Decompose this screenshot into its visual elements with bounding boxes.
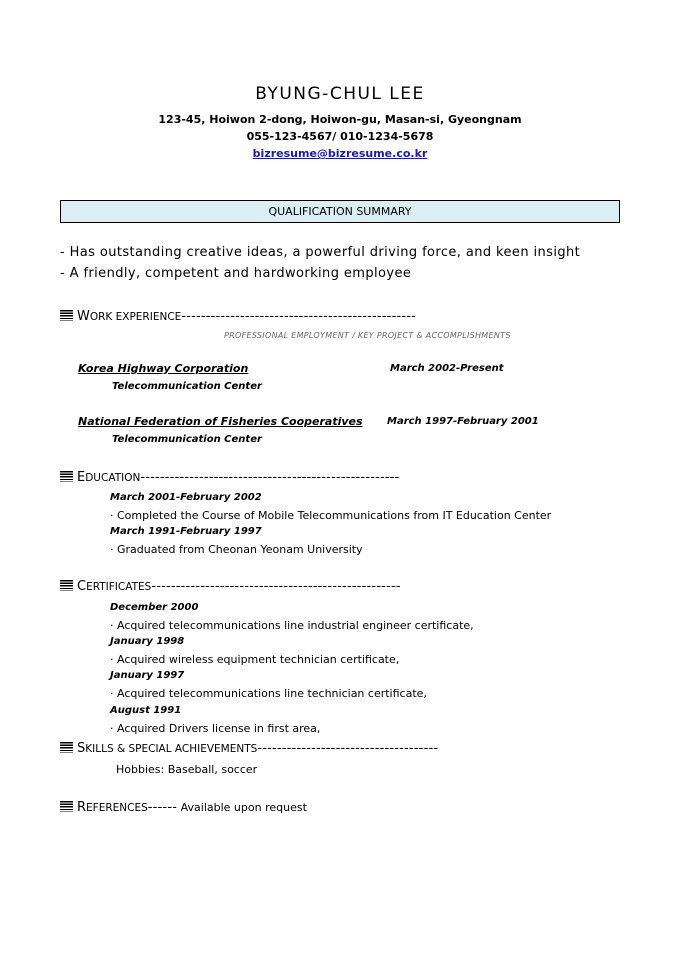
section-bullet-icon: [60, 742, 73, 753]
resume-name: BYUNG-CHUL LEE: [255, 84, 425, 104]
education-item: · Completed the Course of Mobile Telecommunications from IT Education Center: [110, 509, 552, 522]
certificate-date: January 1998: [110, 636, 185, 647]
email-link[interactable]: bizresume@bizresume.co.kr: [252, 147, 428, 160]
job-period: March 1997-February 2001: [387, 416, 539, 427]
certificate-date: December 2000: [110, 602, 199, 613]
summary-item: - A friendly, competent and hardworking employee: [60, 266, 412, 281]
job-organization: Korea Highway Corporation: [78, 362, 249, 375]
skills-heading: SKILLS & SPECIAL ACHIEVEMENTS-------------------------------------: [60, 741, 438, 756]
summary-item: - Has outstanding creative ideas, a powerful driving force, and keen insight: [60, 245, 581, 260]
work-subheading: PROFESSIONAL EMPLOYMENT / KEY PROJECT & ACCOMPLISHMENTS: [224, 331, 511, 340]
education-heading: EDUCATION-----------------------------------------------------: [60, 470, 400, 485]
certificate-item: · Acquired telecommunications line industrial engineer certificate,: [110, 619, 474, 632]
references-text: Available upon request: [177, 801, 307, 814]
education-item: · Graduated from Cheonan Yeonam University: [110, 543, 363, 556]
section-bullet-icon: [60, 310, 73, 321]
certificate-date: January 1997: [110, 670, 185, 681]
job-organization: National Federation of Fisheries Cooperatives: [78, 415, 363, 428]
section-bullet-icon: [60, 580, 73, 591]
job-department: Telecommunication Center: [112, 381, 262, 392]
qualification-summary-heading: QUALIFICATION SUMMARY: [60, 200, 620, 223]
references-heading: REFERENCES------ Available upon request: [60, 800, 307, 815]
certificate-item: · Acquired wireless equipment technician certificate,: [110, 653, 400, 666]
job-department: Telecommunication Center: [112, 434, 262, 445]
section-bullet-icon: [60, 471, 73, 482]
address: 123-45, Hoiwon 2-dong, Hoiwon-gu, Masan-si, Gyeongnam: [158, 113, 522, 126]
certificate-date: August 1991: [110, 705, 182, 716]
education-date: March 1991-February 1997: [110, 526, 262, 537]
job-period: March 2002-Present: [390, 363, 504, 374]
section-bullet-icon: [60, 801, 73, 812]
phone-numbers: 055-123-4567/ 010-1234-5678: [246, 130, 434, 143]
work-experience-heading: WORK EXPERIENCE------------------------------------------------: [60, 309, 416, 324]
certificates-heading: CERTIFICATES---------------------------------------------------: [60, 579, 401, 594]
certificate-item: · Acquired Drivers license in first area,: [110, 722, 321, 735]
skills-text: Hobbies: Baseball, soccer: [116, 763, 258, 776]
education-date: March 2001-February 2002: [110, 492, 262, 503]
certificate-item: · Acquired telecommunications line technician certificate,: [110, 687, 427, 700]
